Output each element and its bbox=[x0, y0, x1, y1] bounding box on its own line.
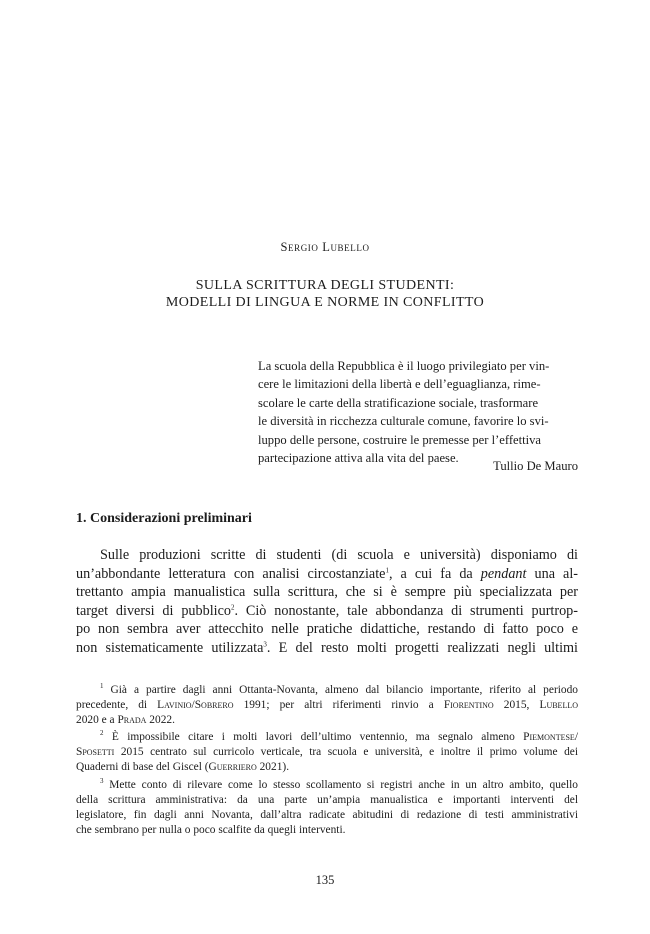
footnote-line: precedente, di Lavinio/Sobrero 1991; per altri riferimenti rinvio a Fiorentino 2015, Lubello bbox=[76, 699, 578, 712]
footnotes bbox=[76, 683, 578, 840]
epigraph bbox=[258, 357, 578, 467]
title-line-1: SULLA SCRITTURA DEGLI STUDENTI: bbox=[195, 278, 455, 293]
footnote-3 bbox=[76, 778, 578, 838]
epigraph-attribution: Tullio De Mauro bbox=[493, 459, 578, 473]
body-line: po non sembra aver attecchito nelle pratiche didattiche, restando di fatto poco e bbox=[76, 621, 578, 638]
footnote-line: che sembrano per nulla o poco scalfite da quegli interventi. bbox=[76, 823, 346, 836]
footnote-line: legislatore, fin dagli anni Novanta, dall’altra radicate abitudini di redazione di testi amministrativi bbox=[76, 808, 578, 821]
author-name: Sergio Lubello bbox=[280, 240, 370, 254]
epigraph-line: partecipazione attiva alla vita del paese. bbox=[258, 451, 459, 466]
epigraph-line: cere le limitazioni della libertà e dell’eguaglianza, rime- bbox=[258, 377, 541, 392]
footnote-1 bbox=[76, 683, 578, 728]
body-text bbox=[76, 546, 578, 658]
footnote-line: 2020 e a Prada 2022. bbox=[76, 714, 175, 727]
footnote-line: Quaderni di base del Giscel (Guerriero 2021). bbox=[76, 761, 290, 774]
epigraph-line: scolare le carte della stratificazione sociale, trasformare bbox=[258, 395, 539, 410]
footnote-line: Sposetti 2015 centrato sul curricolo verticale, tra scuola e università, e inoltre il primo volume dei bbox=[76, 746, 578, 759]
chapter-title bbox=[0, 277, 650, 311]
title-line-2: MODELLI DI LINGUA E NORME IN CONFLITTO bbox=[165, 295, 485, 310]
footnote-ref[interactable]: 2 bbox=[230, 603, 235, 612]
body-line: target diversi di pubblico$^2$. Ciò nonostante, tale abbondanza di strumenti purtrop- bbox=[76, 602, 578, 619]
footnote-line: $^2$ È impossibile citare i molti lavori dell’ultimo ventennio, ma segnalo almeno Piemontese/ bbox=[100, 729, 578, 744]
footnote-ref[interactable]: 1 bbox=[385, 565, 389, 574]
epigraph-line: le diversità in ricchezza culturale comune, favorire lo svi- bbox=[258, 414, 549, 429]
footnote-line: $^3$ Mette conto di rilevare come lo stesso scollamento si registri anche in un altro ambito, quello bbox=[100, 776, 578, 791]
section-heading: 1. Considerazioni preliminari bbox=[76, 511, 252, 526]
page-number: 135 bbox=[315, 873, 335, 887]
footnote-ref[interactable]: 3 bbox=[263, 640, 267, 649]
footnote-line: $^1$ Già a partire dagli anni Ottanta-Novanta, almeno dal bilancio importante, riferito al periodo bbox=[100, 682, 578, 696]
body-line: trettanto ampia manualistica sulla scrittura, che si è sempre più specializzata per bbox=[76, 584, 578, 601]
epigraph-line: luppo delle persone, costruire le premesse per l’effettiva bbox=[258, 432, 542, 447]
epigraph-line: La scuola della Repubblica è il luogo privilegiato per vin- bbox=[258, 359, 550, 373]
body-line: un’abbondante letteratura con analisi circostanziate$^1$, a cui fa da pendant una al- bbox=[76, 565, 578, 582]
footnote-line: della scrittura amministrativa: da una parte un’ampia manualistica e importanti interventi del bbox=[76, 793, 578, 806]
footnote-2 bbox=[76, 730, 578, 775]
body-line: Sulle produzioni scritte di studenti (di scuola e università) disponiamo di bbox=[100, 547, 578, 563]
body-line: non sistematicamente utilizzata$^3$. E del resto molti progetti realizzati negli ultimi bbox=[76, 639, 578, 656]
